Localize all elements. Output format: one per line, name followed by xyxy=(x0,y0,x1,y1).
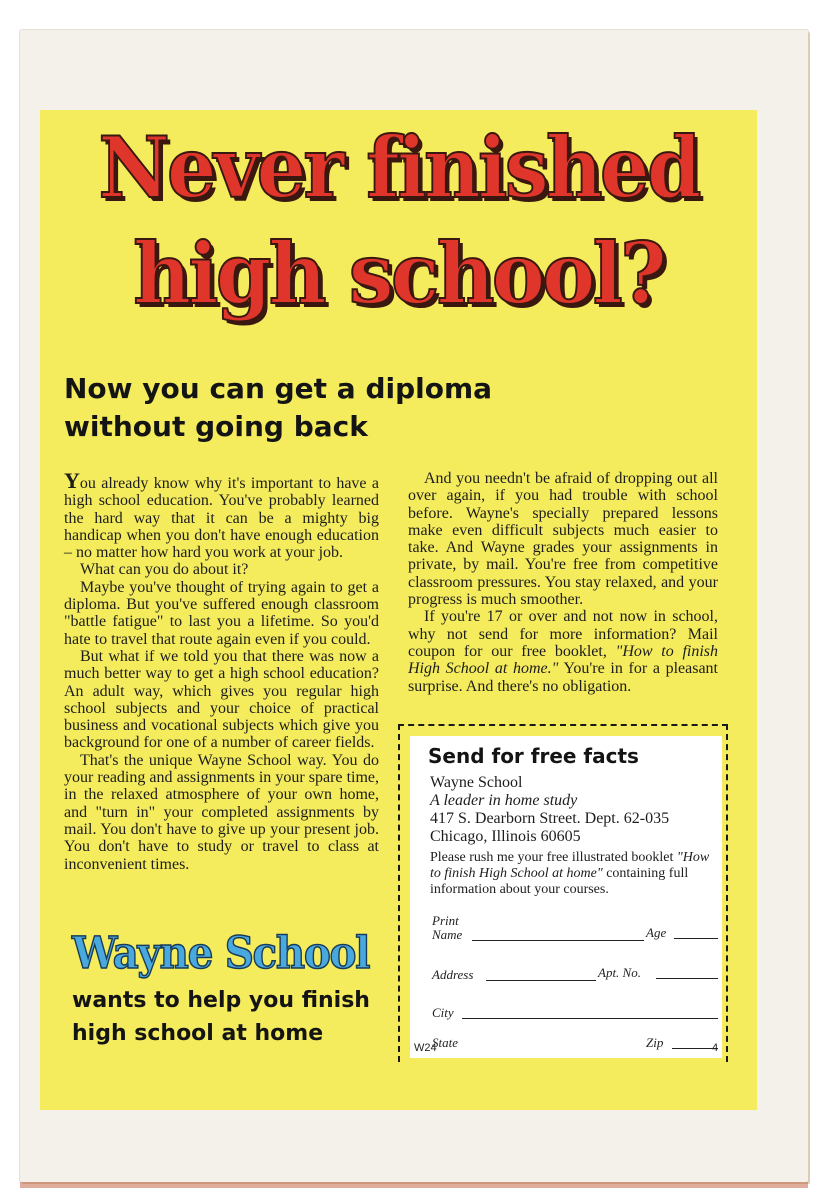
coupon-org: Wayne School xyxy=(430,774,523,791)
brand-tagline xyxy=(72,984,370,1050)
coupon-form xyxy=(410,736,722,1058)
mail-coupon[interactable] xyxy=(398,724,728,1062)
request-text: Please rush me your free illustrated booklet xyxy=(430,850,677,865)
request-text: containing full information about your courses. xyxy=(430,866,689,897)
coupon-request xyxy=(430,850,720,898)
tagline-line-2: high school at home xyxy=(72,1021,324,1046)
city-field[interactable] xyxy=(462,1018,718,1019)
coupon-slogan: A leader in home study xyxy=(430,792,578,809)
brand-logo: Wayne School xyxy=(72,928,370,979)
coupon-title: Send for free facts xyxy=(428,744,639,768)
body-text: You're in for a pleasant surprise. And there's no obligation. xyxy=(408,660,719,695)
page-code: 4 xyxy=(712,1042,719,1054)
subheadline xyxy=(64,370,724,446)
tagline-line-1: wants to help you finish xyxy=(72,988,370,1013)
headline-line-1: Never finished xyxy=(98,118,699,217)
body-text: ou already know why it's important to have a high school education. You've probably learned the hard way that it can be a mighty big handicap when you don't have enough education – no matter how hard you work at your job. xyxy=(64,475,379,562)
address-label: Address xyxy=(432,967,474,982)
zip-label: Zip xyxy=(646,1035,664,1050)
apt-label: Apt. No. xyxy=(598,965,641,980)
apt-field[interactable] xyxy=(656,978,718,979)
state-label: State xyxy=(432,1035,458,1050)
request-booklet-title: "How to finish High School at home" xyxy=(430,850,710,881)
body-text: If you're 17 or over and not now in school, why not send for more information? Mail coupon for our free booklet, xyxy=(408,608,718,660)
body-paragraph: But what if we told you that there was now a much better way to get a high school education? An adult way, which gives you regular high school subjects and your choice of practical business and vocational subjects which give you background for one of a number of career fields. xyxy=(64,647,379,752)
body-paragraph xyxy=(64,470,379,561)
coupon-code: W24 xyxy=(414,1042,437,1054)
name-field[interactable] xyxy=(472,940,644,941)
drop-cap: Y xyxy=(64,468,80,493)
body-paragraph xyxy=(408,608,718,694)
address-field[interactable] xyxy=(486,980,596,981)
advertisement xyxy=(40,110,757,1110)
body-paragraph: Maybe you've thought of trying again to get a diploma. But you've suffered enough classroom "battle fatigue" to last you a lifetime. So you'd hate to travel that route again even if you could. xyxy=(64,578,379,648)
city-label: City xyxy=(432,1005,454,1020)
coupon-address: 417 S. Dearborn Street. Dept. 62-035 xyxy=(430,810,670,827)
booklet-title: "How to finish High School at home." xyxy=(408,642,719,678)
body-column-right xyxy=(408,470,718,695)
subheadline-line-2: without going back xyxy=(64,410,368,443)
body-column-left xyxy=(64,470,379,873)
coupon-city: Chicago, Illinois 60605 xyxy=(430,828,581,845)
age-field[interactable] xyxy=(674,938,718,939)
subheadline-line-1: Now you can get a diploma xyxy=(64,372,493,405)
body-paragraph: That's the unique Wayne School way. You do your reading and assignments in your spare time, in the relaxed atmosphere of your own home, and "turn in" your completed assignments by mail. You don't have to give up your present job. You don't have to study or travel to class at inconvenient times. xyxy=(64,751,379,873)
name-label: Name xyxy=(432,927,463,942)
body-paragraph: And you needn't be afraid of dropping out all over again, if you had trouble with school before. Wayne's specially prepared lessons make even difficult subjects much easier to take. And Wayne grades your assignments in private, by mail. You're free from competitive classroom pressures. You stay relaxed, and your progress is much smoother. xyxy=(408,470,718,609)
headline-line-2: high school? xyxy=(133,224,664,323)
body-paragraph: What can you do about it? xyxy=(80,561,249,579)
print-label: Print xyxy=(432,913,459,928)
age-label: Age xyxy=(646,925,667,940)
